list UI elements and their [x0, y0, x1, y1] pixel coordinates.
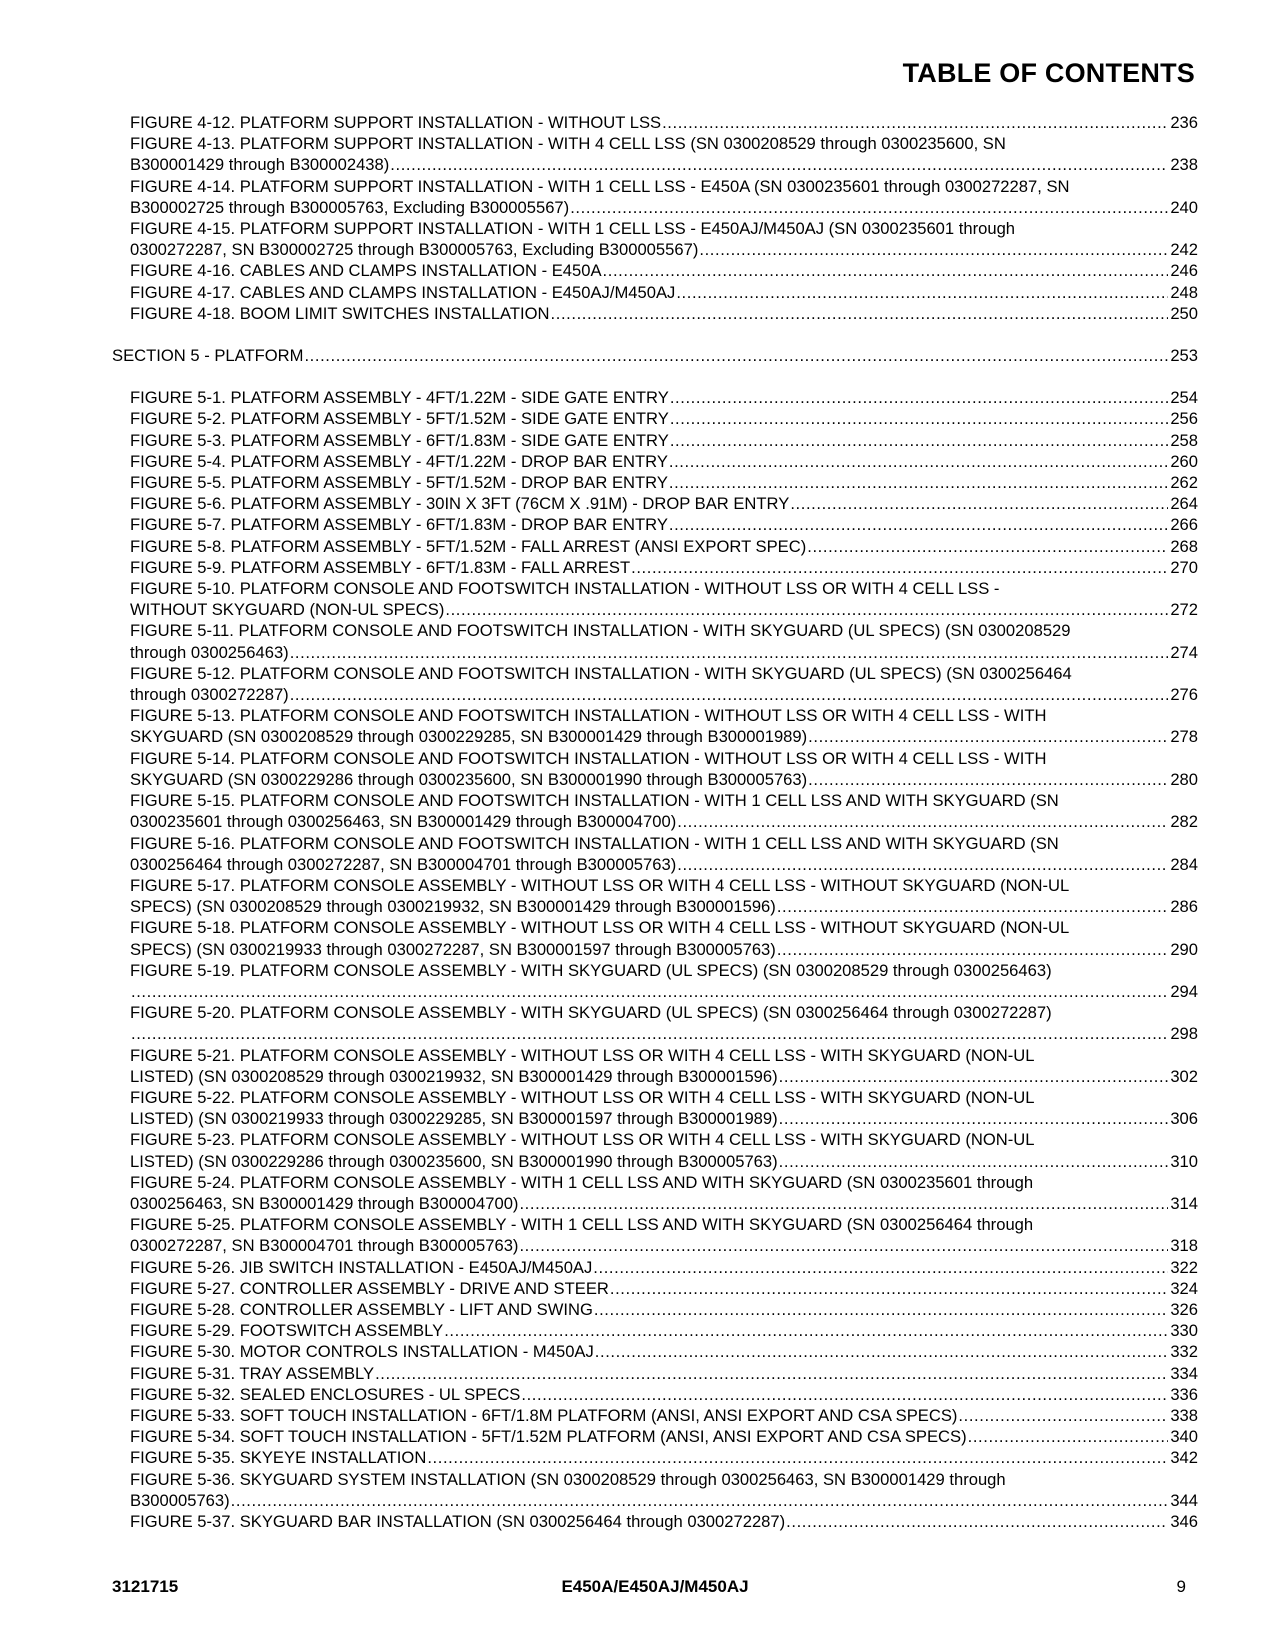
toc-entry-title: FIGURE 4-18. BOOM LIMIT SWITCHES INSTALLATION	[130, 303, 550, 323]
dot-leader	[779, 1151, 1169, 1172]
toc-entry-leader-line	[130, 451, 1198, 472]
toc-entry-title-line: FIGURE 5-11. PLATFORM CONSOLE AND FOOTSWITCH INSTALLATION - WITH SKYGUARD (UL SPECS) (SN 0300208529	[130, 621, 1071, 641]
toc-entry-title: through 0300272287)	[130, 685, 289, 705]
toc-entry[interactable]	[112, 1469, 1198, 1511]
toc-entry-leader-line	[130, 430, 1198, 451]
toc-entry[interactable]	[112, 218, 1198, 260]
dot-leader	[676, 282, 1168, 303]
page-footer	[112, 1577, 1198, 1601]
toc-page-number: 284	[1170, 854, 1198, 874]
toc-entry-leader-line	[130, 514, 1198, 535]
dot-leader	[131, 981, 1168, 1002]
toc-entry[interactable]	[112, 260, 1198, 281]
toc-entry-title: FIGURE 5-35. SKYEYE INSTALLATION	[130, 1448, 427, 1468]
toc-entry[interactable]	[112, 176, 1198, 218]
toc-entry-title: FIGURE 4-17. CABLES AND CLAMPS INSTALLATION - E450AJ/M450AJ	[130, 282, 676, 302]
toc-page-number: 276	[1170, 685, 1198, 705]
toc-page-number: 326	[1170, 1299, 1198, 1319]
dot-leader	[790, 493, 1168, 514]
toc-entry-title-line: FIGURE 5-23. PLATFORM CONSOLE ASSEMBLY - WITHOUT LSS OR WITH 4 CELL LSS - WITH SKYGUARD (NON-UL	[130, 1130, 1035, 1150]
toc-entry-leader-line	[130, 408, 1198, 429]
toc-entry-title: FIGURE 5-2. PLATFORM ASSEMBLY - 5FT/1.52M - SIDE GATE ENTRY	[130, 409, 669, 429]
dot-leader	[958, 1405, 1168, 1426]
toc-entry[interactable]	[112, 833, 1198, 875]
toc-entry[interactable]	[112, 1363, 1198, 1384]
toc-entry-leader-line	[130, 282, 1198, 303]
toc-entry[interactable]	[112, 493, 1198, 514]
toc-entry[interactable]	[112, 917, 1198, 959]
dot-leader	[631, 557, 1168, 578]
toc-entry-leader-line	[130, 557, 1198, 578]
toc-entry-leader-line	[130, 1278, 1198, 1299]
dot-leader	[808, 769, 1168, 790]
dot-leader	[777, 896, 1169, 917]
toc-entry-title: FIGURE 5-28. CONTROLLER ASSEMBLY - LIFT AND SWING	[130, 1299, 593, 1319]
toc-entry[interactable]	[112, 1172, 1198, 1214]
page-title: TABLE OF CONTENTS	[902, 58, 1195, 88]
toc-entry-leader-line	[130, 1320, 1198, 1341]
toc-entry-leader-line	[130, 1193, 1198, 1214]
dot-leader	[594, 1299, 1168, 1320]
toc-entry-leader-line	[130, 1151, 1198, 1172]
toc-entry[interactable]	[112, 1002, 1198, 1044]
toc-page-number: 334	[1170, 1363, 1198, 1383]
toc-page-number: 298	[1170, 1024, 1198, 1044]
dot-leader	[777, 939, 1169, 960]
toc-entry[interactable]	[112, 578, 1198, 620]
toc-page-number: 324	[1170, 1278, 1198, 1298]
toc-entry[interactable]	[112, 430, 1198, 451]
dot-leader	[670, 430, 1169, 451]
dot-leader	[519, 1193, 1168, 1214]
toc-entry-leader-line	[130, 472, 1198, 493]
toc-entry-leader-line	[130, 154, 1198, 175]
toc-entry-title: FIGURE 5-26. JIB SWITCH INSTALLATION - E450AJ/M450AJ	[130, 1257, 593, 1277]
toc-page-number: 236	[1170, 113, 1198, 132]
toc-entry-title-line: FIGURE 5-24. PLATFORM CONSOLE ASSEMBLY - WITH 1 CELL LSS AND WITH SKYGUARD (SN 0300235601 through	[130, 1172, 1034, 1192]
toc-entry[interactable]	[112, 1511, 1198, 1532]
toc-entry-title: FIGURE 5-3. PLATFORM ASSEMBLY - 6FT/1.83M - SIDE GATE ENTRY	[130, 430, 669, 450]
toc-entry-leader-line	[130, 1384, 1198, 1405]
toc-entry[interactable]	[112, 663, 1198, 705]
toc-page-number: 258	[1170, 430, 1198, 450]
dot-leader	[375, 1363, 1168, 1384]
toc-page-number: 274	[1170, 642, 1198, 662]
toc-entry-leader-line	[130, 260, 1198, 281]
dot-leader	[570, 197, 1168, 218]
toc-entry[interactable]	[112, 960, 1198, 1002]
toc-entry-title: through 0300256463)	[130, 642, 289, 662]
toc-page-number: 330	[1170, 1321, 1198, 1341]
dot-leader	[670, 408, 1169, 429]
toc-entry-leader-line	[130, 939, 1198, 960]
toc-page-number: 332	[1170, 1342, 1198, 1362]
toc-entry-title: FIGURE 5-34. SOFT TOUCH INSTALLATION - 5FT/1.52M PLATFORM (ANSI, ANSI EXPORT AND CSA SPECS)	[130, 1427, 967, 1447]
toc-entry-leader-line	[130, 1108, 1198, 1129]
toc-entry-title: FIGURE 4-12. PLATFORM SUPPORT INSTALLATION - WITHOUT LSS	[130, 113, 662, 132]
toc-entry-title: B300001429 through B300002438)	[130, 155, 390, 175]
toc-entry-leader-line	[130, 1023, 1198, 1044]
footer-model: E450A/E450AJ/M450AJ	[561, 1577, 749, 1596]
toc-page-number: 266	[1170, 515, 1198, 535]
footer-page-number: 9	[1176, 1577, 1186, 1596]
toc-page-number: 282	[1170, 812, 1198, 832]
toc-entry[interactable]	[112, 557, 1198, 578]
toc-entry-title: FIGURE 5-6. PLATFORM ASSEMBLY - 30IN X 3FT (76CM X .91M) - DROP BAR ENTRY	[130, 494, 790, 514]
toc-entry-title: SKYGUARD (SN 0300229286 through 0300235600, SN B300001990 through B300005763)	[130, 769, 808, 789]
toc-entry-title: FIGURE 5-1. PLATFORM ASSEMBLY - 4FT/1.22M - SIDE GATE ENTRY	[130, 388, 669, 408]
toc-entry-leader-line	[130, 197, 1198, 218]
toc-page-number: 302	[1170, 1066, 1198, 1086]
dot-leader	[669, 514, 1168, 535]
toc-page-number: 260	[1170, 451, 1198, 471]
toc-entry-leader-line	[130, 387, 1198, 408]
toc-entry[interactable]	[112, 748, 1198, 790]
toc-entry-leader-line	[130, 1299, 1198, 1320]
toc-entry-leader-line	[112, 345, 1198, 366]
toc-entry[interactable]	[112, 345, 1198, 366]
toc-entry-title: FIGURE 5-30. MOTOR CONTROLS INSTALLATION - M450AJ	[130, 1342, 594, 1362]
toc-entry-leader-line	[130, 1257, 1198, 1278]
toc-entry-leader-line	[130, 1490, 1198, 1511]
toc-page-number: 262	[1170, 473, 1198, 493]
dot-leader	[445, 599, 1168, 620]
toc-entry-leader-line	[130, 896, 1198, 917]
toc-entry[interactable]	[112, 620, 1198, 662]
toc-entry[interactable]	[112, 133, 1198, 175]
toc-entry-leader-line	[130, 1363, 1198, 1384]
toc-entry-title-line: FIGURE 5-14. PLATFORM CONSOLE AND FOOTSWITCH INSTALLATION - WITHOUT LSS OR WITH 4 CELL LSS - WITH	[130, 748, 1047, 768]
toc-entry-title-line: FIGURE 4-14. PLATFORM SUPPORT INSTALLATION - WITH 1 CELL LSS - E450A (SN 0300235601 through 0300272287, SN	[130, 176, 1070, 196]
toc-page-number: 256	[1170, 409, 1198, 429]
toc-entry-title: LISTED) (SN 0300208529 through 0300219932, SN B300001429 through B300001596)	[130, 1066, 778, 1086]
toc-entry-leader-line	[130, 112, 1198, 133]
toc-page-number: 270	[1170, 557, 1198, 577]
toc-entry[interactable]	[112, 875, 1198, 917]
toc-entry-title: FIGURE 4-16. CABLES AND CLAMPS INSTALLATION - E450A	[130, 261, 602, 281]
toc-entry-leader-line	[130, 769, 1198, 790]
toc-entry[interactable]	[112, 1087, 1198, 1129]
toc-entry-leader-line	[130, 642, 1198, 663]
toc-entry-title: FIGURE 5-9. PLATFORM ASSEMBLY - 6FT/1.83M - FALL ARREST	[130, 557, 631, 577]
footer-doc-number: 3121715	[112, 1577, 179, 1596]
toc-page-number: 290	[1170, 939, 1198, 959]
toc-entry-title-line: FIGURE 5-36. SKYGUARD SYSTEM INSTALLATION (SN 0300208529 through 0300256463, SN B300001429 through	[130, 1469, 1006, 1489]
toc-entry-title: SKYGUARD (SN 0300208529 through 0300229285, SN B300001429 through B300001989)	[130, 727, 808, 747]
toc-entry[interactable]	[112, 1341, 1198, 1362]
toc-page-number: 254	[1170, 388, 1198, 408]
toc-entry[interactable]	[112, 705, 1198, 747]
toc-page-number: 340	[1170, 1427, 1198, 1447]
dot-leader	[551, 303, 1169, 324]
toc-entry-title-line: FIGURE 5-20. PLATFORM CONSOLE ASSEMBLY - WITH SKYGUARD (UL SPECS) (SN 0300256464 through 0300272287)	[130, 1003, 1052, 1023]
toc-entry[interactable]	[112, 1299, 1198, 1320]
toc-entry-leader-line	[130, 239, 1198, 260]
toc-entry-title: WITHOUT SKYGUARD (NON-UL SPECS)	[130, 600, 445, 620]
toc-entry[interactable]	[112, 387, 1198, 408]
toc-entry-leader-line	[130, 1511, 1198, 1532]
toc-page-number: 280	[1170, 769, 1198, 789]
toc-page-number: 314	[1170, 1193, 1198, 1213]
toc-entry[interactable]	[112, 112, 1198, 133]
toc-entry-leader-line	[130, 303, 1198, 324]
toc-entry-title: LISTED) (SN 0300219933 through 0300229285, SN B300001597 through B300001989)	[130, 1109, 778, 1129]
toc-entry-title: 0300272287, SN B300004701 through B300005763)	[130, 1236, 519, 1256]
dot-leader	[669, 451, 1168, 472]
toc-entry-leader-line	[130, 1341, 1198, 1362]
toc-entry-leader-line	[130, 536, 1198, 557]
toc-entry[interactable]	[112, 1278, 1198, 1299]
toc-entry-title-line: FIGURE 5-18. PLATFORM CONSOLE ASSEMBLY - WITHOUT LSS OR WITH 4 CELL LSS - WITHOUT SKYGUARD (NON-UL	[130, 918, 1070, 938]
toc-entry[interactable]	[112, 1045, 1198, 1087]
toc-entry-leader-line	[130, 1235, 1198, 1256]
dot-leader	[677, 811, 1168, 832]
dot-leader	[231, 1490, 1169, 1511]
toc-entry[interactable]	[112, 536, 1198, 557]
dot-leader	[699, 239, 1168, 260]
toc-page-number: 336	[1170, 1384, 1198, 1404]
toc-entry-leader-line	[130, 1405, 1198, 1426]
toc-entry-title: FIGURE 5-27. CONTROLLER ASSEMBLY - DRIVE AND STEER	[130, 1278, 609, 1298]
toc-entry[interactable]	[112, 1320, 1198, 1341]
toc-entry[interactable]	[112, 1426, 1198, 1447]
dot-leader	[808, 726, 1168, 747]
dot-leader	[521, 1384, 1168, 1405]
dot-leader	[304, 345, 1168, 366]
toc-entry-leader-line	[130, 684, 1198, 705]
toc-page-number: 242	[1170, 240, 1198, 260]
toc-entry-title: 0300256463, SN B300001429 through B300004700)	[130, 1193, 519, 1213]
toc-entry[interactable]	[112, 451, 1198, 472]
toc-entry-title-line: FIGURE 5-21. PLATFORM CONSOLE ASSEMBLY - WITHOUT LSS OR WITH 4 CELL LSS - WITH SKYGUARD (NON-UL	[130, 1045, 1035, 1065]
toc-entry-leader-line	[130, 1066, 1198, 1087]
toc-entry[interactable]	[112, 1447, 1198, 1468]
dot-leader	[290, 642, 1169, 663]
toc-page-number: 310	[1170, 1151, 1198, 1171]
toc-entry-title: 0300272287, SN B300002725 through B300005763, Excluding B300005567)	[130, 240, 699, 260]
toc-page-number: 268	[1170, 536, 1198, 556]
toc-entry-title: SECTION 5 - PLATFORM	[112, 346, 304, 366]
toc-entry[interactable]	[112, 1214, 1198, 1256]
dot-leader	[593, 1257, 1168, 1278]
toc-entry[interactable]	[112, 1129, 1198, 1171]
toc-entry-title: FIGURE 5-7. PLATFORM ASSEMBLY - 6FT/1.83M - DROP BAR ENTRY	[130, 515, 668, 535]
toc-entry-title-line: FIGURE 5-15. PLATFORM CONSOLE AND FOOTSWITCH INSTALLATION - WITH 1 CELL LSS AND WITH SKYGUARD (SN	[130, 791, 1059, 811]
toc-list	[112, 112, 1198, 1532]
toc-entry-leader-line	[130, 854, 1198, 875]
toc-page-number: 272	[1170, 600, 1198, 620]
toc-page-number: 264	[1170, 494, 1198, 514]
dot-leader	[662, 112, 1168, 133]
toc-entry-title: FIGURE 5-29. FOOTSWITCH ASSEMBLY	[130, 1321, 444, 1341]
dot-leader	[610, 1278, 1168, 1299]
toc-entry-title: 0300256464 through 0300272287, SN B300004701 through B300005763)	[130, 854, 677, 874]
dot-leader	[670, 387, 1169, 408]
dot-leader	[603, 260, 1169, 281]
toc-page-number: 344	[1170, 1490, 1198, 1510]
toc-entry[interactable]	[112, 1257, 1198, 1278]
toc-page-number: 238	[1170, 155, 1198, 175]
toc-page-number: 240	[1170, 197, 1198, 217]
toc-entry-title: B300005763)	[130, 1490, 230, 1510]
toc-entry-title: FIGURE 5-31. TRAY ASSEMBLY	[130, 1363, 375, 1383]
toc-entry-leader-line	[130, 1447, 1198, 1468]
toc-entry-title: FIGURE 5-33. SOFT TOUCH INSTALLATION - 6FT/1.8M PLATFORM (ANSI, ANSI EXPORT AND CSA SPECS)	[130, 1405, 958, 1425]
toc-entry-title: 0300235601 through 0300256463, SN B300001429 through B300004700)	[130, 812, 677, 832]
toc-entry[interactable]	[112, 1384, 1198, 1405]
dot-leader	[779, 1066, 1169, 1087]
dot-leader	[427, 1447, 1168, 1468]
toc-entry[interactable]	[112, 790, 1198, 832]
toc-entry[interactable]	[112, 282, 1198, 303]
toc-page-number: 322	[1170, 1257, 1198, 1277]
toc-entry-title-line: FIGURE 5-22. PLATFORM CONSOLE ASSEMBLY - WITHOUT LSS OR WITH 4 CELL LSS - WITH SKYGUARD (NON-UL	[130, 1087, 1035, 1107]
toc-entry-title-line: FIGURE 4-15. PLATFORM SUPPORT INSTALLATION - WITH 1 CELL LSS - E450AJ/M450AJ (SN 0300235601 through	[130, 219, 1016, 239]
toc-page-number: 306	[1170, 1109, 1198, 1129]
dot-leader	[290, 684, 1169, 705]
toc-entry[interactable]	[112, 514, 1198, 535]
toc-page-number: 278	[1170, 727, 1198, 747]
toc-entry-leader-line	[130, 726, 1198, 747]
toc-entry-title: FIGURE 5-8. PLATFORM ASSEMBLY - 5FT/1.52M - FALL ARREST (ANSI EXPORT SPEC)	[130, 536, 807, 556]
toc-entry-leader-line	[130, 599, 1198, 620]
toc-entry-title: FIGURE 5-5. PLATFORM ASSEMBLY - 5FT/1.52M - DROP BAR ENTRY	[130, 473, 668, 493]
toc-entry-title: FIGURE 5-37. SKYGUARD BAR INSTALLATION (SN 0300256464 through 0300272287)	[130, 1512, 786, 1531]
dot-leader	[677, 854, 1168, 875]
toc-page-number: 318	[1170, 1236, 1198, 1256]
toc-page-number: 250	[1170, 303, 1198, 323]
toc-entry[interactable]	[112, 472, 1198, 493]
toc-entry-leader-line	[130, 811, 1198, 832]
toc-entry-leader-line	[130, 1426, 1198, 1447]
toc-entry-title-line: FIGURE 5-17. PLATFORM CONSOLE ASSEMBLY - WITHOUT LSS OR WITH 4 CELL LSS - WITHOUT SKYGUARD (NON-UL	[130, 875, 1070, 895]
toc-page-number: 253	[1170, 346, 1198, 366]
toc-entry-leader-line	[130, 981, 1198, 1002]
toc-entry[interactable]	[112, 303, 1198, 324]
toc-page-number: 346	[1170, 1512, 1198, 1531]
dot-leader	[968, 1426, 1169, 1447]
toc-entry-title: SPECS) (SN 0300208529 through 0300219932, SN B300001429 through B300001596)	[130, 897, 776, 917]
dot-leader	[131, 1023, 1168, 1044]
toc-entry-title: B300002725 through B300005763, Excluding B300005567)	[130, 197, 570, 217]
toc-entry[interactable]	[112, 408, 1198, 429]
dot-leader	[390, 154, 1168, 175]
toc-page-number: 342	[1170, 1448, 1198, 1468]
toc-entry-title: FIGURE 5-4. PLATFORM ASSEMBLY - 4FT/1.22M - DROP BAR ENTRY	[130, 451, 668, 471]
toc-entry-title-line: FIGURE 5-25. PLATFORM CONSOLE ASSEMBLY - WITH 1 CELL LSS AND WITH SKYGUARD (SN 0300256464 through	[130, 1215, 1034, 1235]
toc-entry-title-line: FIGURE 5-10. PLATFORM CONSOLE AND FOOTSWITCH INSTALLATION - WITHOUT LSS OR WITH 4 CELL LSS -	[130, 579, 1000, 599]
dot-leader	[786, 1511, 1168, 1532]
dot-leader	[519, 1235, 1168, 1256]
dot-leader	[444, 1320, 1168, 1341]
toc-page-number: 338	[1170, 1405, 1198, 1425]
toc-entry-title-line: FIGURE 5-16. PLATFORM CONSOLE AND FOOTSWITCH INSTALLATION - WITH 1 CELL LSS AND WITH SKYGUARD (SN	[130, 833, 1059, 853]
toc-entry-leader-line	[130, 493, 1198, 514]
toc-entry-title: FIGURE 5-32. SEALED ENCLOSURES - UL SPECS	[130, 1384, 521, 1404]
toc-entry[interactable]	[112, 1405, 1198, 1426]
toc-entry-title: LISTED) (SN 0300229286 through 0300235600, SN B300001990 through B300005763)	[130, 1151, 778, 1171]
toc-entry-title-line: FIGURE 5-19. PLATFORM CONSOLE ASSEMBLY - WITH SKYGUARD (UL SPECS) (SN 0300208529 through 0300256463)	[130, 960, 1052, 980]
toc-entry-title-line: FIGURE 5-13. PLATFORM CONSOLE AND FOOTSWITCH INSTALLATION - WITHOUT LSS OR WITH 4 CELL LSS - WITH	[130, 706, 1047, 726]
toc-page-number: 248	[1170, 282, 1198, 302]
toc-entry-title-line: FIGURE 5-12. PLATFORM CONSOLE AND FOOTSWITCH INSTALLATION - WITH SKYGUARD (UL SPECS) (SN 0300256464	[130, 663, 1072, 683]
dot-leader	[779, 1108, 1169, 1129]
dot-leader	[807, 536, 1168, 557]
toc-page-number: 246	[1170, 261, 1198, 281]
toc-entry-title-line: FIGURE 4-13. PLATFORM SUPPORT INSTALLATION - WITH 4 CELL LSS (SN 0300208529 through 0300235600, SN	[130, 134, 1006, 154]
toc-page-number: 294	[1170, 981, 1198, 1001]
dot-leader	[669, 472, 1168, 493]
dot-leader	[595, 1341, 1169, 1362]
toc-page-number: 286	[1170, 897, 1198, 917]
toc-entry-title: SPECS) (SN 0300219933 through 0300272287, SN B300001597 through B300005763)	[130, 939, 776, 959]
